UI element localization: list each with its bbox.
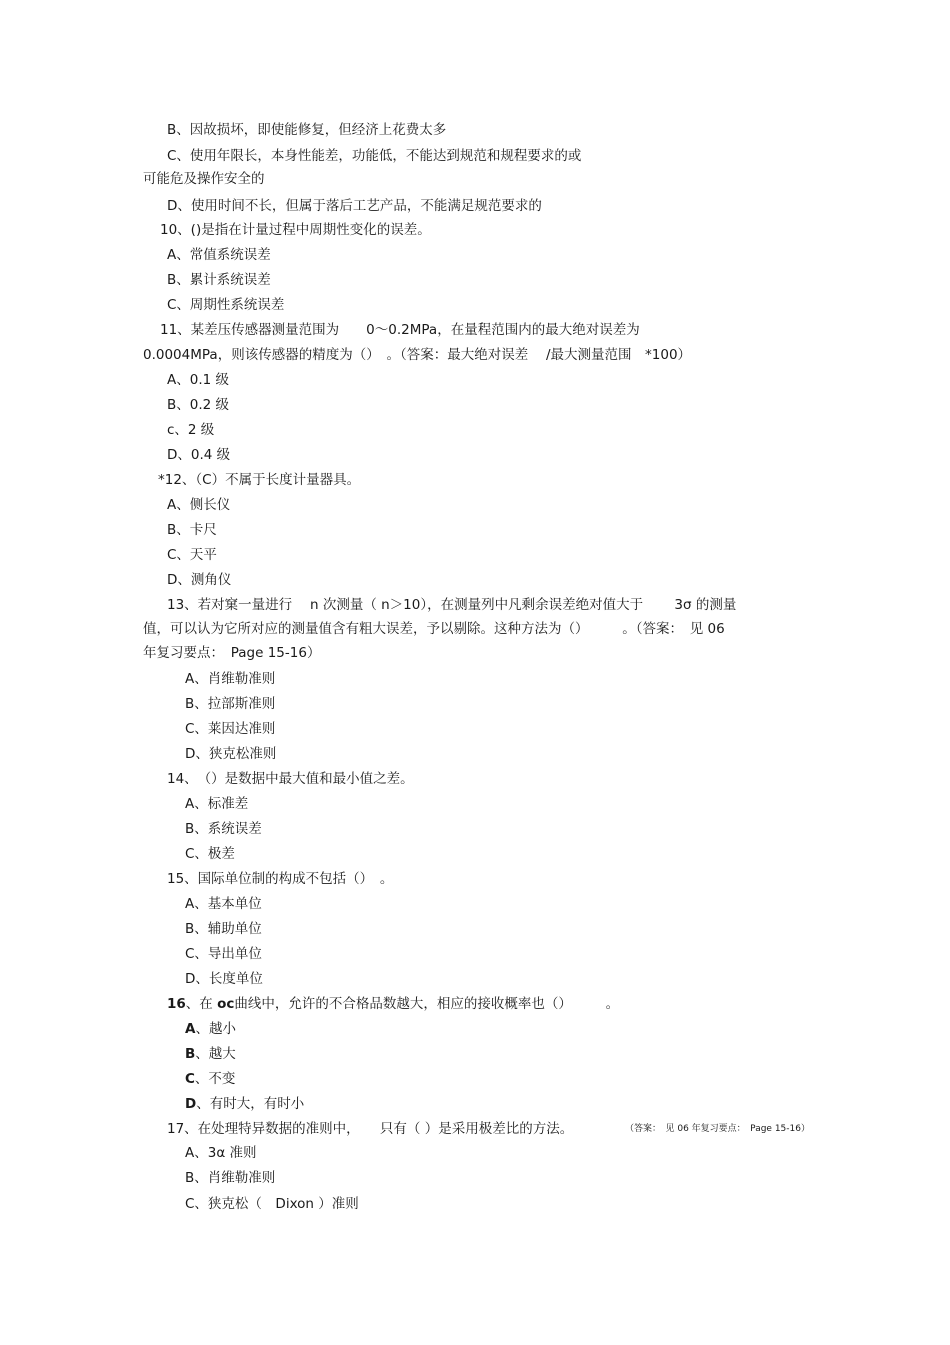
option-b-q9: B、因故损坏，即使能修复，但经济上花费太多 (167, 122, 447, 138)
option-b-q10: B、累计系统误差 (167, 272, 271, 288)
question-14: 14、 （）是数据中最大值和最小值之差。 (167, 771, 414, 787)
question-11-cont: 0.0004MPa，则该传感器的精度为（） 。（答案：最大绝对误差 /最大测量范围 *100） (143, 347, 692, 363)
question-10: 10、()是指在计量过程中周期性变化的误差。 (160, 222, 431, 238)
option-a-q15: A、基本单位 (185, 896, 262, 912)
option-c-q13: C、莱因达准则 (185, 721, 276, 737)
option-letter: A (185, 1021, 196, 1037)
option-letter: C (185, 1071, 195, 1087)
question-13-cont2: 年复习要点： Page 15-16） (143, 645, 321, 661)
question-16 (167, 994, 619, 1014)
option-b-q15: B、辅助单位 (185, 921, 262, 937)
option-a-q13: A、肖维勒准则 (185, 671, 276, 687)
option-text: 、有时大，有时小 (196, 1096, 305, 1112)
option-a-q17: A、3α 准则 (185, 1145, 257, 1161)
question-13-cont: 值，可以认为它所对应的测量值含有粗大误差，予以剔除。这种方法为（） 。（答案： 见 06 (143, 621, 725, 637)
option-a-q11: A、0.1 级 (167, 372, 229, 388)
question-13: 13、若对窠一量进行 n 次测量（ n＞10），在测量列中凡剩余误差绝对值大于 3σ 的测量 (167, 597, 737, 613)
option-d-q13: D、狭克松准则 (185, 746, 277, 762)
question-16-oc: oc (217, 996, 235, 1012)
option-c-q9: C、使用年限长，本身性能差，功能低，不能达到规范和规程要求的或 (167, 148, 582, 164)
option-c-q11: c、2 级 (167, 422, 215, 438)
option-c-q17: C、狭克松（ Dixon ）准则 (185, 1196, 359, 1212)
option-text: 、越小 (195, 1021, 236, 1037)
option-c-q12: C、天平 (167, 547, 217, 563)
option-c-q9-cont: 可能危及操作安全的 (143, 171, 265, 187)
option-a-q12: A、侧长仪 (167, 497, 231, 513)
option-c-q14: C、极差 (185, 846, 235, 862)
question-17: 17、在处理特异数据的准则中， 只有（ ）是采用极差比的方法。 (167, 1121, 574, 1137)
option-text: 、越大 (195, 1046, 236, 1062)
option-b-q13: B、拉部斯准则 (185, 696, 276, 712)
option-b-q16 (185, 1044, 236, 1064)
option-b-q17: B、肖维勒准则 (185, 1170, 276, 1186)
question-12: *12、（C）不属于长度计量器具。 (158, 472, 361, 488)
option-letter: B (185, 1046, 196, 1062)
option-b-q14: B、系统误差 (185, 821, 262, 837)
option-a-q10: A、常值系统误差 (167, 247, 271, 263)
option-letter: D (185, 1096, 197, 1112)
option-a-q16 (185, 1019, 236, 1039)
option-text: 、不变 (194, 1071, 236, 1087)
option-c-q15: C、导出单位 (185, 946, 262, 962)
question-16-text-2: 曲线中，允许的不合格品数越大，相应的接收概率也（） 。 (234, 996, 620, 1012)
question-15: 15、国际单位制的构成不包括（） 。 (167, 871, 394, 887)
option-c-q16 (185, 1069, 235, 1089)
question-16-number: 16 (167, 996, 186, 1012)
option-a-q14: A、标准差 (185, 796, 249, 812)
option-b-q12: B、卡尺 (167, 522, 217, 538)
option-d-q15: D、长度单位 (185, 971, 263, 987)
option-d-q9: D、使用时间不长，但属于落后工艺产品，不能满足规范要求的 (167, 198, 542, 214)
option-b-q11: B、0.2 级 (167, 397, 230, 413)
option-d-q12: D、测角仪 (167, 572, 232, 588)
question-11: 11、某差压传感器测量范围为 0～0.2MPa，在量程范围内的最大绝对误差为 (160, 322, 640, 338)
question-17-note: （答案： 见 06 年复习要点： Page 15-16） (625, 1124, 810, 1134)
option-c-q10: C、周期性系统误差 (167, 297, 285, 313)
question-16-text-1: 、在 (185, 996, 218, 1012)
option-d-q11: D、0.4 级 (167, 447, 231, 463)
option-d-q16 (185, 1094, 304, 1114)
